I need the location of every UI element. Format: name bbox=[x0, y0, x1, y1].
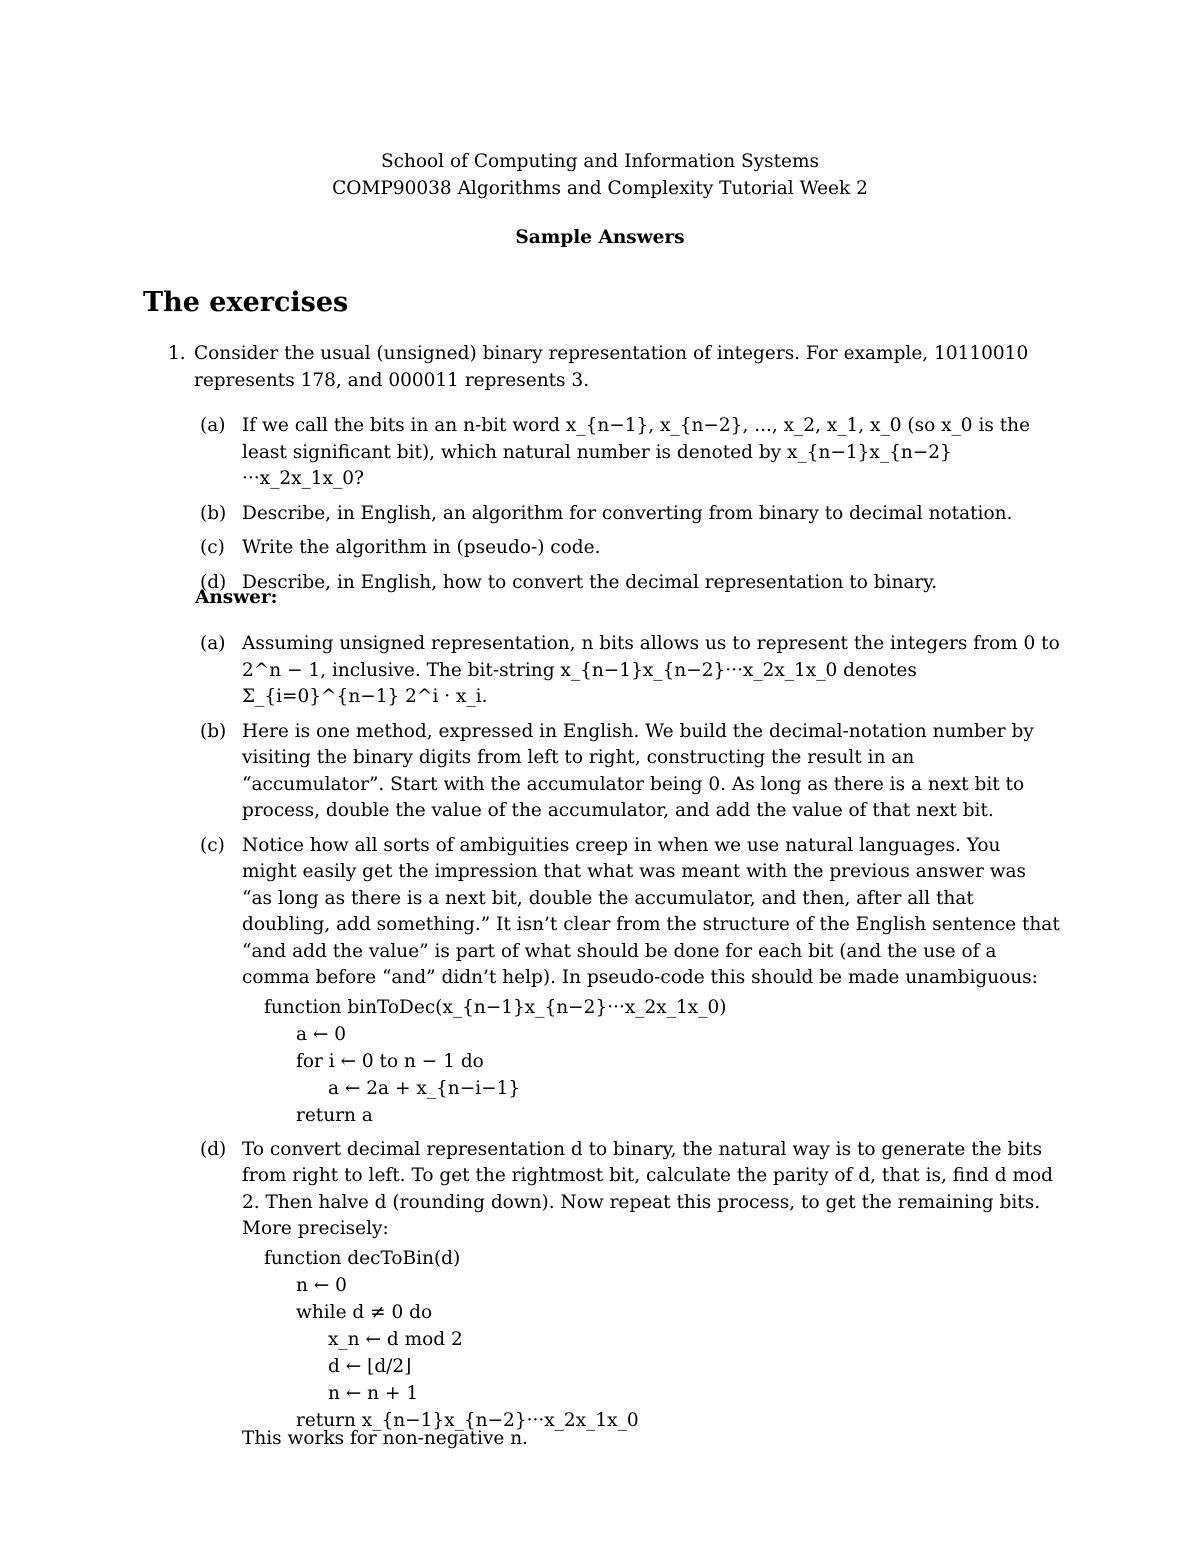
answer-c bbox=[200, 833, 1060, 1129]
question-parts bbox=[200, 413, 1060, 604]
answer-text: Notice how all sorts of ambiguities creep in when we use natural languages. You might easily get the impression that what was meant with the previous answer was “as long as there is a next bit, double the accumulator, and then, after all that doubling, add something.” It isn’t clear from the structure of the English sentence that “and add the value” is part of what should be done for each bit (and the use of a comma before “and” didn’t help). In pseudo-code this should be made unambiguous: bbox=[242, 834, 1060, 988]
document-header bbox=[0, 148, 1200, 251]
question-line-2: represents 178, and 000011 represents 3. bbox=[194, 369, 590, 391]
answer-text: To convert decimal representation d to binary, the natural way is to generate the bits from right to left. To get the rightmost bit, calculate the parity of d, that is, find d mod 2. Then halve d (rounding down). Now repeat this process, to get the remaining bits. More precisely: bbox=[242, 1138, 1053, 1239]
answer-d bbox=[200, 1137, 1060, 1434]
question-part-c bbox=[200, 535, 1060, 562]
part-text: Describe, in English, an algorithm for converting from binary to decimal notation. bbox=[242, 502, 1013, 524]
part-text: Write the algorithm in (pseudo-) code. bbox=[242, 537, 601, 558]
part-text: Describe, in English, how to convert the decimal representation to binary. bbox=[242, 571, 938, 593]
code-line: function decToBin(d) bbox=[264, 1247, 461, 1269]
code-dec-to-bin bbox=[264, 1245, 1060, 1434]
answers bbox=[200, 631, 1060, 1442]
question-part-d bbox=[200, 570, 1060, 597]
question-part-b bbox=[200, 501, 1060, 528]
course-title: COMP90038 Algorithms and Complexity Tutorial Week 2 bbox=[332, 178, 868, 199]
answer-a bbox=[200, 631, 1060, 711]
answer-heading: Answer: bbox=[195, 587, 278, 608]
code-line: a ← 0 bbox=[296, 1023, 347, 1045]
question-part-a bbox=[200, 413, 1060, 493]
part-label: (a) bbox=[200, 415, 226, 436]
answer-text: Assuming unsigned representation, n bits allows us to represent the integers from 0 to 2^n − 1, inclusive. The bit-string x_{n−1}x_{n−2}···x_2x_1x_0 denotes Σ_{i=0}^{n−1} 2^i · x_i. bbox=[242, 633, 1060, 707]
code-line: a ← 2a + x_{n−i−1} bbox=[328, 1077, 521, 1099]
question-line-1: Consider the usual (unsigned) binary representation of integers. For example, 10110010 bbox=[194, 343, 1029, 364]
code-bin-to-dec bbox=[264, 994, 1060, 1129]
code-line: x_n ← d mod 2 bbox=[328, 1328, 463, 1350]
code-line: n ← 0 bbox=[296, 1274, 347, 1296]
part-text: If we call the bits in an n-bit word x_{n−1}, x_{n−2}, ..., x_2, x_1, x_0 (so x_0 is the least significant bit), which natural number is denoted by x_{n−1}x_{n−2}···x_2x_1x_0? bbox=[242, 415, 1031, 489]
question-1 bbox=[168, 341, 1060, 394]
code-line: return a bbox=[296, 1104, 373, 1126]
code-line: while d ≠ 0 do bbox=[296, 1301, 433, 1323]
code-line: function binToDec(x_{n−1}x_{n−2}···x_2x_1x_0) bbox=[264, 996, 727, 1018]
answer-label: (d) bbox=[200, 1138, 227, 1160]
code-line: n ← n + 1 bbox=[328, 1382, 419, 1404]
code-line: return x_{n−1}x_{n−2}···x_2x_1x_0 bbox=[296, 1409, 639, 1431]
answer-b bbox=[200, 719, 1060, 825]
code-line: d ← ⌊d/2⌋ bbox=[328, 1355, 412, 1377]
answer-label: (b) bbox=[200, 720, 227, 742]
answer-label: (c) bbox=[200, 834, 225, 856]
closing-note: This works for non-negative n. bbox=[242, 1428, 529, 1449]
answer-label: (a) bbox=[200, 633, 226, 654]
school-name: School of Computing and Information Systems bbox=[380, 151, 820, 172]
code-line: for i ← 0 to n − 1 do bbox=[296, 1050, 484, 1072]
part-label: (d) bbox=[200, 571, 227, 593]
part-label: (c) bbox=[200, 537, 225, 558]
question-number: 1. bbox=[168, 343, 186, 364]
document-subtitle: Sample Answers bbox=[515, 227, 685, 248]
section-title: The exercises bbox=[143, 287, 349, 318]
part-label: (b) bbox=[200, 502, 227, 524]
answer-text: Here is one method, expressed in English. We build the decimal-notation number by visiting the binary digits from left to right, constructing the result in an “accumulator”. Start with the accumulator being 0. As long as there is a next bit to process, double the value of the accumulator, and add the value of that next bit. bbox=[242, 720, 1034, 821]
